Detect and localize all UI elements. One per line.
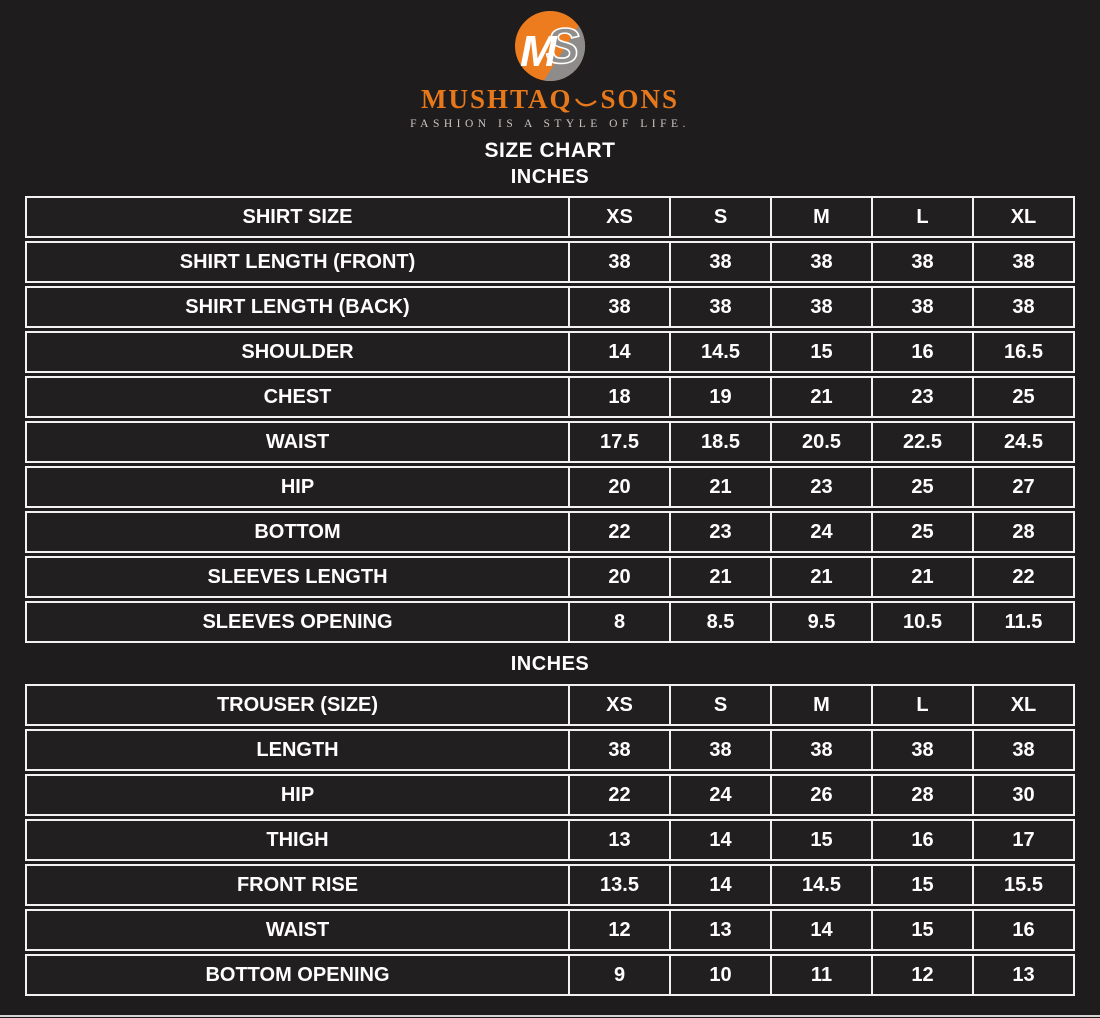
size-value: 21 bbox=[873, 556, 974, 598]
size-value: 20.5 bbox=[772, 421, 873, 463]
size-column-header: M bbox=[772, 196, 873, 238]
trouser-row bbox=[25, 774, 1075, 816]
size-value: 38 bbox=[974, 286, 1075, 328]
size-value: 13 bbox=[570, 819, 671, 861]
shirt-row bbox=[25, 601, 1075, 643]
row-label: BOTTOM bbox=[25, 511, 570, 553]
size-value: 38 bbox=[873, 241, 974, 283]
brand-name-first: MUSHTAQ bbox=[420, 84, 573, 114]
shirt-header-row bbox=[25, 196, 1075, 238]
size-column-header: XS bbox=[570, 684, 671, 726]
size-value: 15 bbox=[772, 819, 873, 861]
size-value: 10 bbox=[671, 954, 772, 996]
brand-name-second: SONS bbox=[600, 84, 680, 114]
size-value: 12 bbox=[570, 909, 671, 951]
size-value: 38 bbox=[772, 241, 873, 283]
size-column-header: L bbox=[873, 196, 974, 238]
size-value: 8.5 bbox=[671, 601, 772, 643]
size-value: 24 bbox=[671, 774, 772, 816]
size-value: 14 bbox=[570, 331, 671, 373]
logo-letter-s: S bbox=[546, 18, 580, 74]
size-value: 22 bbox=[570, 774, 671, 816]
row-label: BOTTOM OPENING bbox=[25, 954, 570, 996]
row-label: SHOULDER bbox=[25, 331, 570, 373]
size-value: 11.5 bbox=[974, 601, 1075, 643]
size-column-header: S bbox=[671, 684, 772, 726]
shirt-row bbox=[25, 286, 1075, 328]
size-value: 28 bbox=[873, 774, 974, 816]
shirt-unit-heading: INCHES bbox=[510, 166, 590, 188]
row-label: SHIRT LENGTH (FRONT) bbox=[25, 241, 570, 283]
trouser-header-row bbox=[25, 684, 1075, 726]
size-value: 38 bbox=[671, 729, 772, 771]
trouser-row bbox=[25, 819, 1075, 861]
size-value: 19 bbox=[671, 376, 772, 418]
size-value: 38 bbox=[671, 286, 772, 328]
size-value: 25 bbox=[974, 376, 1075, 418]
size-value: 20 bbox=[570, 556, 671, 598]
size-value: 8 bbox=[570, 601, 671, 643]
row-label: CHEST bbox=[25, 376, 570, 418]
page-title: SIZE CHART bbox=[484, 139, 616, 162]
size-value: 38 bbox=[671, 241, 772, 283]
size-value: 26 bbox=[772, 774, 873, 816]
size-value: 13.5 bbox=[570, 864, 671, 906]
size-value: 15 bbox=[873, 864, 974, 906]
size-value: 14 bbox=[671, 819, 772, 861]
size-value: 28 bbox=[974, 511, 1075, 553]
size-value: 21 bbox=[671, 466, 772, 508]
size-value: 9.5 bbox=[772, 601, 873, 643]
size-value: 38 bbox=[772, 286, 873, 328]
size-value: 38 bbox=[772, 729, 873, 771]
size-value: 16 bbox=[974, 909, 1075, 951]
row-label: WAIST bbox=[25, 909, 570, 951]
size-value: 13 bbox=[974, 954, 1075, 996]
size-value: 13 bbox=[671, 909, 772, 951]
row-label: THIGH bbox=[25, 819, 570, 861]
row-label: WAIST bbox=[25, 421, 570, 463]
size-column-header: M bbox=[772, 684, 873, 726]
size-value: 14 bbox=[772, 909, 873, 951]
size-value: 38 bbox=[974, 241, 1075, 283]
size-value: 16.5 bbox=[974, 331, 1075, 373]
size-value: 27 bbox=[974, 466, 1075, 508]
size-value: 14.5 bbox=[671, 331, 772, 373]
row-label: FRONT RISE bbox=[25, 864, 570, 906]
size-value: 25 bbox=[873, 511, 974, 553]
shirt-header-label: SHIRT SIZE bbox=[25, 196, 570, 238]
size-value: 9 bbox=[570, 954, 671, 996]
size-value: 21 bbox=[772, 556, 873, 598]
trouser-header-label: TROUSER (SIZE) bbox=[25, 684, 570, 726]
size-value: 38 bbox=[570, 241, 671, 283]
trouser-row bbox=[25, 909, 1075, 951]
row-label: HIP bbox=[25, 466, 570, 508]
brand-logo-icon bbox=[513, 9, 587, 83]
size-value: 10.5 bbox=[873, 601, 974, 643]
size-value: 38 bbox=[974, 729, 1075, 771]
size-value: 24.5 bbox=[974, 421, 1075, 463]
size-value: 16 bbox=[873, 331, 974, 373]
size-value: 25 bbox=[873, 466, 974, 508]
row-label: SLEEVES OPENING bbox=[25, 601, 570, 643]
brand-header bbox=[0, 0, 1100, 189]
size-column-header: S bbox=[671, 196, 772, 238]
trouser-row bbox=[25, 954, 1075, 996]
row-label: HIP bbox=[25, 774, 570, 816]
size-value: 17.5 bbox=[570, 421, 671, 463]
size-value: 20 bbox=[570, 466, 671, 508]
shirt-row bbox=[25, 466, 1075, 508]
logo-letter-m: M bbox=[520, 27, 557, 76]
size-value: 38 bbox=[570, 286, 671, 328]
brand-name bbox=[0, 84, 1100, 114]
size-value: 18 bbox=[570, 376, 671, 418]
size-value: 30 bbox=[974, 774, 1075, 816]
size-column-header: XL bbox=[974, 196, 1075, 238]
trouser-row bbox=[25, 729, 1075, 771]
size-column-header: L bbox=[873, 684, 974, 726]
size-value: 38 bbox=[873, 729, 974, 771]
size-value: 38 bbox=[873, 286, 974, 328]
size-column-header: XL bbox=[974, 684, 1075, 726]
trouser-row bbox=[25, 864, 1075, 906]
shirt-row bbox=[25, 376, 1075, 418]
shirt-size-table bbox=[25, 196, 1075, 643]
size-value: 14 bbox=[671, 864, 772, 906]
shirt-row bbox=[25, 511, 1075, 553]
size-value: 17 bbox=[974, 819, 1075, 861]
size-value: 12 bbox=[873, 954, 974, 996]
size-value: 15 bbox=[772, 331, 873, 373]
size-value: 15.5 bbox=[974, 864, 1075, 906]
bottom-divider bbox=[0, 1015, 1100, 1017]
brand-tagline: FASHION IS A STYLE OF LIFE. bbox=[410, 118, 690, 130]
size-value: 38 bbox=[570, 729, 671, 771]
row-label: LENGTH bbox=[25, 729, 570, 771]
size-value: 21 bbox=[772, 376, 873, 418]
size-value: 16 bbox=[873, 819, 974, 861]
size-value: 14.5 bbox=[772, 864, 873, 906]
shirt-row bbox=[25, 556, 1075, 598]
trouser-size-table bbox=[25, 684, 1075, 996]
trouser-unit-heading: INCHES bbox=[510, 653, 590, 675]
size-value: 18.5 bbox=[671, 421, 772, 463]
row-label: SLEEVES LENGTH bbox=[25, 556, 570, 598]
row-label: SHIRT LENGTH (BACK) bbox=[25, 286, 570, 328]
shirt-row bbox=[25, 241, 1075, 283]
size-column-header: XS bbox=[570, 196, 671, 238]
size-value: 22 bbox=[974, 556, 1075, 598]
size-value: 21 bbox=[671, 556, 772, 598]
size-value: 23 bbox=[671, 511, 772, 553]
shirt-row bbox=[25, 331, 1075, 373]
size-value: 22.5 bbox=[873, 421, 974, 463]
q-tail-flourish bbox=[575, 98, 597, 108]
size-value: 24 bbox=[772, 511, 873, 553]
size-value: 15 bbox=[873, 909, 974, 951]
size-value: 22 bbox=[570, 511, 671, 553]
shirt-row bbox=[25, 421, 1075, 463]
size-value: 11 bbox=[772, 954, 873, 996]
size-value: 23 bbox=[873, 376, 974, 418]
size-value: 23 bbox=[772, 466, 873, 508]
